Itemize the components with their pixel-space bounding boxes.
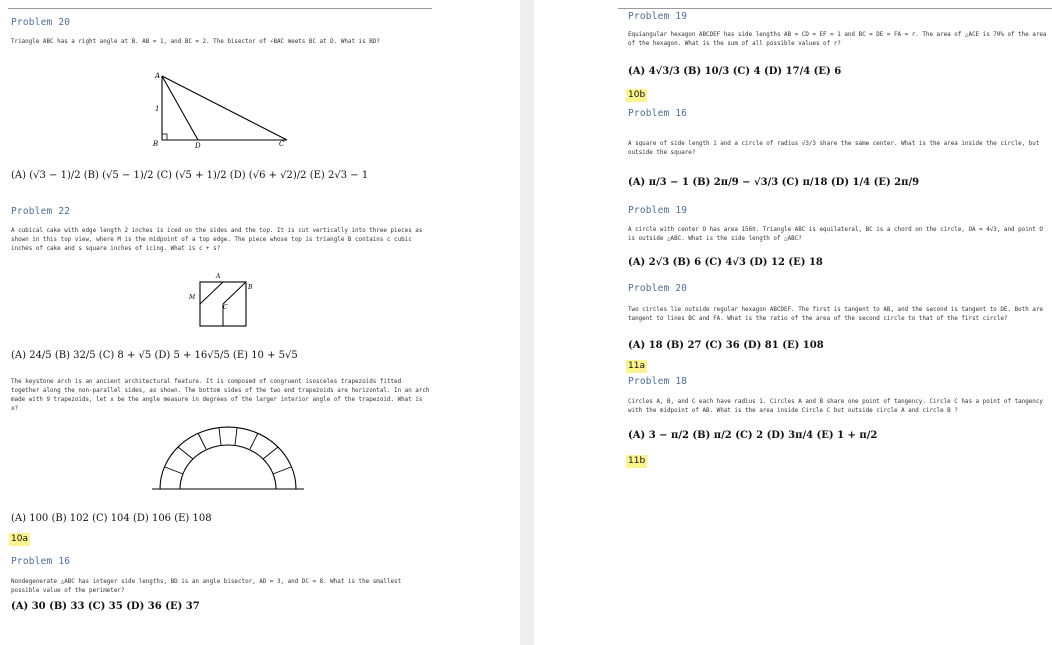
page-gap-right <box>534 0 618 645</box>
side-ac <box>162 76 287 140</box>
right-document-page <box>618 0 1052 645</box>
page-gap-left <box>436 0 520 645</box>
label-piece-c: C <box>223 304 228 311</box>
highlight-tag-11a: 11a <box>628 361 645 371</box>
problem-18-heading: Problem 18 <box>628 376 688 387</box>
problem-22-heading: Problem 22 <box>11 206 71 217</box>
problem-20-right-choices: (A) 18 (B) 27 (C) 36 (D) 81 (E) 108 <box>628 340 824 351</box>
problem-19-heading: Problem 19 <box>628 11 688 22</box>
page-top-rule <box>618 8 1052 9</box>
highlight-tag-10a: 10a <box>11 534 28 544</box>
problem-18-choices: (A) 3 − π/2 (B) π/2 (C) 2 (D) 3π/4 (E) 1 + π/2 <box>628 430 878 441</box>
problem-22-choices: (A) 24/5 (B) 32/5 (C) 8 + √5 (D) 5 + 16√5/5 (E) 10 + 5√5 <box>11 350 298 361</box>
problem-19-circle-choices: (A) 2√3 (B) 6 (C) 4√3 (D) 12 (E) 18 <box>628 257 823 268</box>
problem-20-heading: Problem 20 <box>11 17 71 28</box>
problem-20-text: Triangle ABC has a right angle at B. AB = 1, and BC = 2. The bisector of ∠BAC meets BC at D. What is BD? <box>11 39 380 45</box>
problem-16-right-choices: (A) π/3 − 1 (B) 2π/9 − √3/3 (C) π/18 (D) 1/4 (E) 2π/9 <box>628 177 920 188</box>
problem-16-right-text: A square of side length 1 and a circle of radius √3/3 share the same center. What is the area inside the circle, but outside the square? <box>628 141 1040 156</box>
right-angle-mark <box>162 134 167 140</box>
arch-outer-curve <box>160 427 296 489</box>
problem-19-text: Equiangular hexagon ABCDEF has side lengths AB = CD = EF = 1 and BC = DE = FA = r. The area of △ACE is 70% of the area of the hexagon. What is the sum of all possible values of r? <box>628 32 1047 47</box>
label-c: C <box>279 140 285 148</box>
right-triangle-figure <box>140 68 300 152</box>
problem-18-text: Circles A, B, and C each have radius 1. Circles A and B share one point of tangency. Circle C has a point of tangency with the midpoint of AB. What is the area inside Circle C but outside circle A and circle B ? <box>628 399 1043 414</box>
keystone-arch-figure <box>148 420 308 494</box>
problem-16-choices: (A) 30 (B) 33 (C) 35 (D) 36 (E) 37 <box>11 601 200 612</box>
keystone-text: The keystone arch is an ancient architectural feature. It is composed of congruent isosceles trapezoids fitted together along the non-parallel sides, as shown. The bottom sides of the two end trapezoids are horizontal. In an arch made with 9 trapezoids, let x be the angle measure in degrees of the larger interior angle of the trapezoid. What is x? <box>11 379 430 412</box>
label-piece-a: A <box>216 273 221 280</box>
problem-19-choices: (A) 4√3/3 (B) 10/3 (C) 4 (D) 17/4 (E) 6 <box>628 66 842 77</box>
label-b: B <box>153 140 159 148</box>
highlight-tag-11b: 11b <box>628 456 646 466</box>
problem-19-circle-text: A circle with center O has area 156π. Triangle ABC is equilateral, BC is a chord on the circle, OA = 4√3, and point O is outside △ABC. What is the side length of △ABC? <box>628 227 1043 242</box>
keystone-choices: (A) 100 (B) 102 (C) 104 (D) 106 (E) 108 <box>11 513 212 524</box>
cut-line-a <box>200 282 223 304</box>
problem-16-heading: Problem 16 <box>11 556 71 567</box>
label-one: 1 <box>155 105 160 113</box>
problem-20-right-heading: Problem 20 <box>628 283 688 294</box>
problem-20-right-text: Two circles lie outside regular hexagon ABCDEF. The first is tangent to AB, and the second is tangent to DE. Both are tangent to lines BC and FA. What is the ratio of the area of the second circle to that of the first circle? <box>628 307 1043 322</box>
highlight-tag-10b: 10b <box>628 90 646 100</box>
label-piece-b: B <box>248 284 253 291</box>
page-divider <box>520 0 534 645</box>
problem-16-right-heading: Problem 16 <box>628 108 688 119</box>
left-document-page <box>0 0 436 645</box>
cut-line-b <box>223 282 246 304</box>
problem-16-text: Nondegenerate △ABC has integer side lengths, BD is an angle bisector, AD = 3, and DC = 8. What is the smallest possible value of the perimeter? <box>11 579 402 594</box>
label-d: D <box>195 142 201 150</box>
problem-22-text: A cubical cake with edge length 2 inches is iced on the sides and the top. It is cut vertically into three pieces as shown in this top view, where M is the midpoint of a top edge. The piece whose top is triangle B contains c cubic inches of cake and s square inches of icing. What is c + s? <box>11 228 423 252</box>
cake-top-view-figure <box>186 266 262 332</box>
page-top-rule <box>8 8 432 9</box>
label-m: M <box>189 294 196 301</box>
arch-inner-curve <box>180 445 276 489</box>
label-a: A <box>155 72 161 80</box>
problem-20-choices: (A) (√3 − 1)/2 (B) (√5 − 1)/2 (C) (√5 + 1)/2 (D) (√6 + √2)/2 (E) 2√3 − 1 <box>11 170 369 181</box>
arch-trapezoid-joints <box>165 428 291 474</box>
problem-19-circle-heading: Problem 19 <box>628 205 688 216</box>
